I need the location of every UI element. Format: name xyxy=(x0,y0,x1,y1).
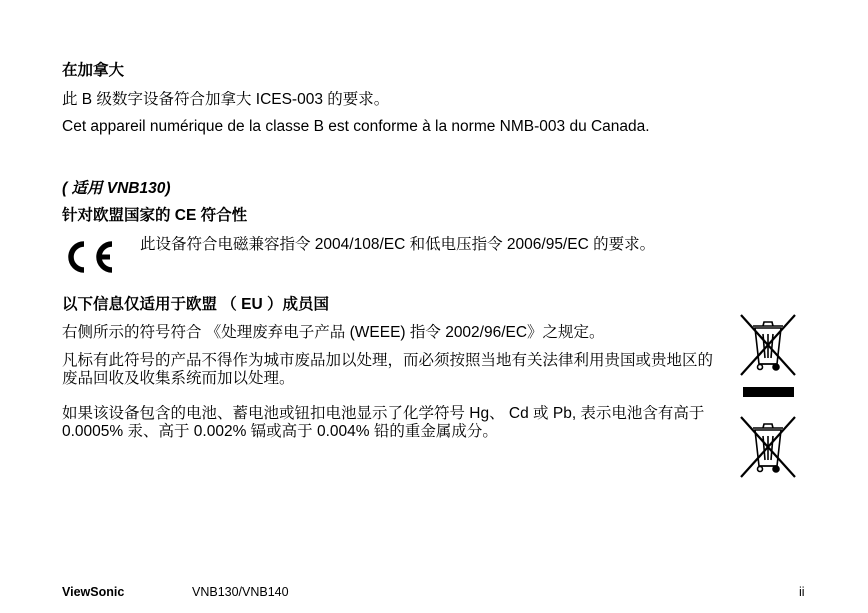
crossed-bin-icon xyxy=(738,312,798,378)
canada-line-fr: Cet appareil numérique de la classe B est conforme à la norme NMB-003 du Canada. xyxy=(62,118,650,135)
weee-paragraph-1: 右侧所示的符号符合 《处理废弃电子产品 (WEEE) 指令 2002/96/EC》之规定。 xyxy=(62,324,605,341)
ce-mark-icon xyxy=(62,238,116,276)
footer-page-number: ii xyxy=(799,585,805,599)
weee-paragraph-2: 凡标有此符号的产品不得作为城市废品加以处理，而必须按照当地有关法律利用贵国或贵地区的废品回收及收集系统而加以处理。 xyxy=(62,352,714,387)
ce-compliance-text: 此设备符合电磁兼容指令 2004/108/EC 和低电压指令 2006/95/EC 的要求。 xyxy=(140,236,656,253)
crossed-bin-icon xyxy=(738,414,798,480)
eu-heading: 针对欧盟国家的 CE 符合性 xyxy=(62,207,248,224)
weee-paragraph-3: 如果该设备包含的电池、蓄电池或钮扣电池显示了化学符号 Hg、 Cd 或 Pb, 表示电池含有高于 0.0005% 汞、高于 0.002% 镉或高于 0.004% 铅的重金属成分。 xyxy=(62,405,705,440)
footer-brand: ViewSonic xyxy=(62,585,125,599)
canada-heading: 在加拿大 xyxy=(62,62,125,79)
weee-heading: 以下信息仅适用于欧盟 （ EU ）成员国 xyxy=(62,296,329,313)
canada-line-zh: 此 B 级数字设备符合加拿大 ICES-003 的要求。 xyxy=(62,91,390,108)
footer-model: VNB130/VNB140 xyxy=(192,585,289,599)
black-bar xyxy=(743,387,794,397)
eu-applies-to: ( 适用 VNB130) xyxy=(62,180,171,197)
